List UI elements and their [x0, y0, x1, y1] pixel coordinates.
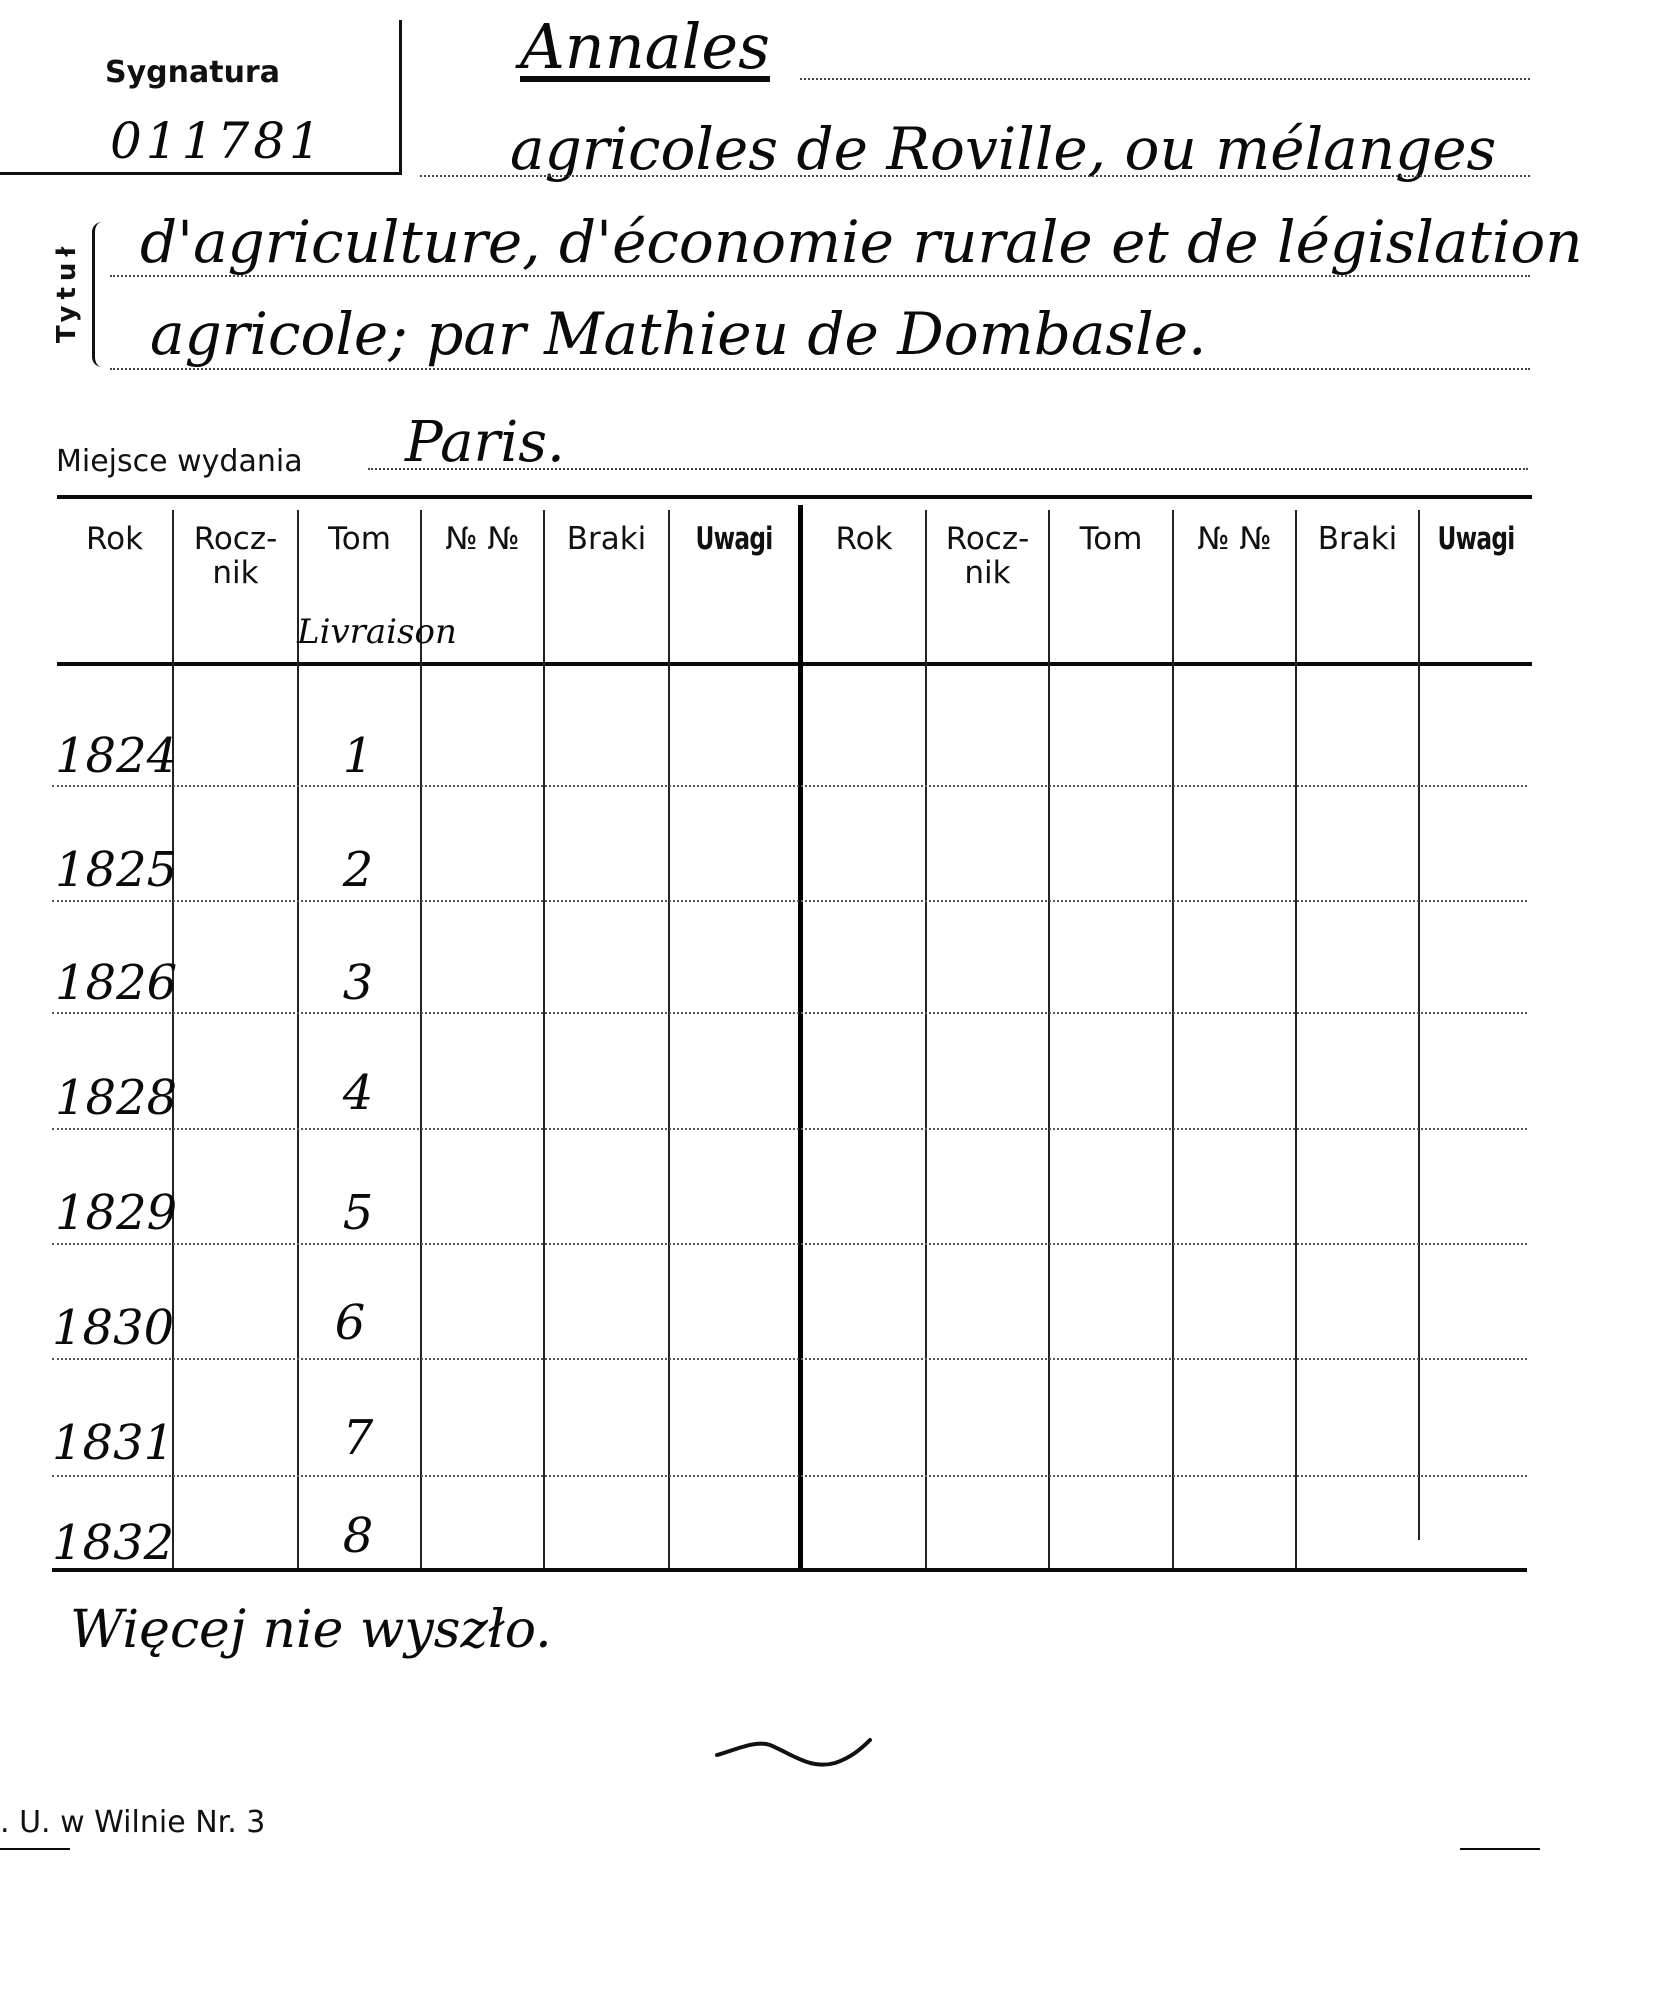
title-line-3: d'agriculture, d'économie rurale et de législation — [140, 208, 1583, 276]
place-value: Paris. — [405, 410, 565, 475]
footer-rule — [0, 1848, 70, 1850]
footer-imprint: . U. w Wilnie Nr. 3 — [0, 1805, 266, 1840]
col-divider — [1172, 510, 1174, 1568]
title-rule-3 — [110, 275, 1530, 277]
cell-rok: 1832 — [52, 1515, 175, 1571]
row-rule — [52, 1012, 1527, 1014]
header-rocznik: Rocz- nik — [945, 521, 1030, 591]
header-tom: Tom — [1079, 521, 1143, 557]
tom-annotation: Livraison — [297, 612, 457, 652]
table-header-rule — [57, 662, 1532, 666]
table-bottom-rule — [52, 1568, 1527, 1572]
title-line-1: Annales — [520, 10, 770, 83]
row-rule — [52, 1128, 1527, 1130]
signature-label: Sygnatura — [105, 55, 280, 90]
col-divider — [420, 510, 422, 1568]
col-divider — [172, 510, 174, 1568]
header-numery: № № — [445, 521, 520, 557]
col-divider — [668, 510, 670, 1568]
header-uwagi: Uwagi — [1437, 521, 1515, 557]
cell-rok: 1825 — [55, 842, 178, 898]
cell-rok: 1826 — [55, 955, 178, 1011]
cell-rok: 1831 — [52, 1415, 175, 1471]
footer-rule-right — [1460, 1848, 1540, 1850]
col-divider — [1418, 510, 1420, 1540]
col-divider — [1048, 510, 1050, 1568]
row-rule — [52, 1358, 1527, 1360]
col-divider — [297, 510, 299, 1568]
place-rule — [368, 468, 1528, 470]
row-rule — [52, 1475, 1527, 1477]
cell-tom: 5 — [342, 1185, 374, 1241]
cell-tom: 8 — [342, 1508, 374, 1564]
header-rok: Rok — [835, 521, 893, 557]
center-divider — [798, 505, 803, 1568]
closing-flourish — [715, 1725, 875, 1775]
title-rule-2 — [420, 175, 1530, 177]
col-divider — [543, 510, 545, 1568]
row-rule — [52, 900, 1527, 902]
col-divider — [925, 510, 927, 1568]
signature-value: 011781 — [110, 112, 325, 170]
title-label: Tytuł — [52, 240, 82, 344]
col-divider — [1295, 510, 1297, 1568]
header-rok: Rok — [85, 521, 144, 557]
cell-rok: 1829 — [55, 1185, 178, 1241]
table-top-rule — [57, 495, 1532, 499]
cell-tom: 3 — [342, 955, 374, 1011]
header-rocznik: Rocz- nik — [193, 521, 278, 591]
cell-tom: 6 — [334, 1295, 366, 1351]
header-numery: № № — [1197, 521, 1272, 557]
cell-rok: 1824 — [55, 728, 178, 784]
cell-rok: 1830 — [52, 1300, 175, 1356]
title-rule-4 — [110, 368, 1530, 370]
row-rule — [52, 785, 1527, 787]
title-line-4: agricole; par Mathieu de Dombasle. — [150, 300, 1207, 368]
cell-tom: 1 — [342, 728, 374, 784]
cell-tom: 2 — [342, 842, 374, 898]
header-braki: Braki — [1317, 521, 1398, 557]
handwritten-note: Więcej nie wyszło. — [70, 1600, 552, 1660]
title-brace — [92, 222, 109, 367]
title-rule-1 — [800, 78, 1530, 80]
title-line-2: agricoles de Roville, ou mélanges — [510, 115, 1497, 183]
header-uwagi: Uwagi — [695, 521, 773, 557]
place-label: Miejsce wydania — [56, 444, 303, 479]
cell-tom: 7 — [342, 1410, 374, 1466]
header-braki: Braki — [566, 521, 647, 557]
cell-tom: 4 — [342, 1065, 374, 1121]
cell-rok: 1828 — [55, 1070, 178, 1126]
row-rule — [52, 1243, 1527, 1245]
header-tom: Tom — [328, 521, 391, 557]
